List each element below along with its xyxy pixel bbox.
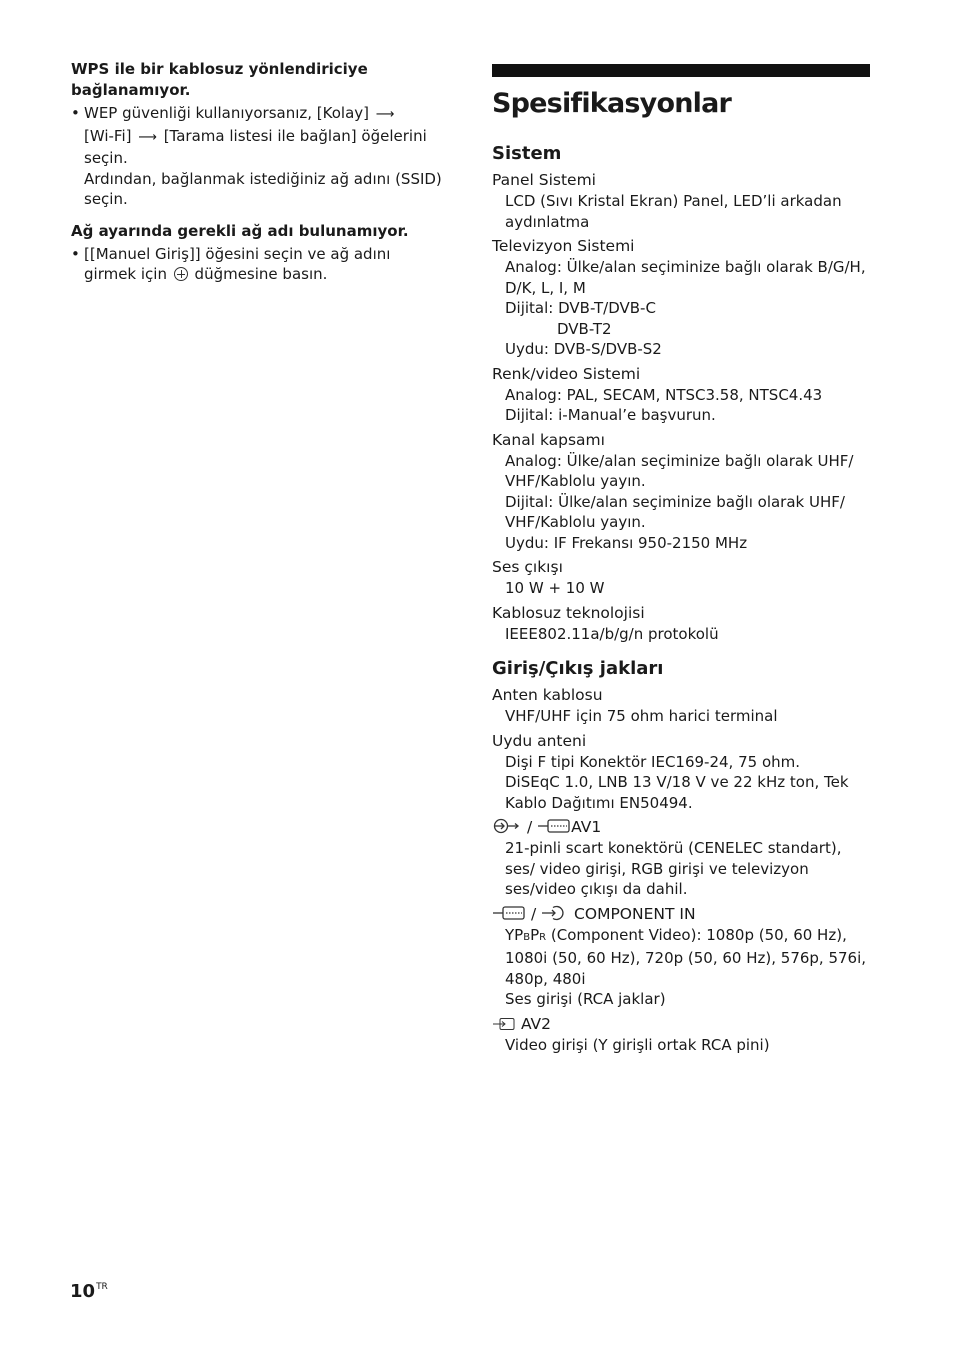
- spec-component: / COMPONENT IN YPBPR (Component Video): 1080p (50, 60 Hz), 1080i (50, 60 Hz), 720p (50, 60 Hz), 576p, 576i, 480p, 480i Ses girişi (RCA jaklar): [492, 904, 870, 1010]
- page-title: Spesifikasyonlar: [492, 88, 732, 119]
- spec-av1: / AV1 21-pinli scart konektörü (CENELEC standart), ses/ video girişi, RGB girişi ve televizyon ses/video çıkışı da dahil.: [492, 817, 870, 900]
- arrow-icon: ⟶: [138, 129, 157, 145]
- question-title-wps: WPS ile bir kablosuz yönlendiriciye bağlanamıyor.: [71, 60, 368, 99]
- enter-button-icon: [174, 267, 188, 281]
- spec-antenna: Anten kablosu VHF/UHF için 75 ohm harici terminal: [492, 686, 778, 725]
- answer-network: • [[Manuel Giriş]] öğesini seçin ve ağ adını girmek için düğmesine basın.: [71, 244, 391, 283]
- section-title-io: Giriş/Çıkış jakları: [492, 658, 664, 679]
- troubleshooting-column: [71, 59, 446, 296]
- bullet-dot: •: [71, 104, 80, 122]
- section-title-sistem: Sistem: [492, 143, 562, 164]
- spec-channel: Kanal kapsamı Analog: Ülke/alan seçiminize bağlı olarak UHF/ VHF/Kablolu yayın. Dijital: Ülke/alan seçiminize bağlı olarak UHF/ VHF/Kablolu yayın. Uydu: IF Frekansı 950-2150 MHz: [492, 430, 854, 552]
- question-title-network: Ağ ayarında gerekli ağ adı bulunamıyor.: [71, 221, 409, 240]
- input-icon: [492, 1017, 516, 1031]
- spec-color-system: Renk/video Sistemi Analog: PAL, SECAM, NTSC3.58, NTSC4.43 Dijital: i-Manual’e başvurun.: [492, 364, 823, 424]
- scart-icon: [492, 905, 526, 921]
- answer-wps: • WEP güvenliği kullanıyorsanız, [Kolay] ⟶ [Wi-Fi] ⟶ [Tarama listesi ile bağlan] öğelerini seçin. Ardından, bağlanmak istediğiniz ağ adını (SSID) seçin.: [71, 104, 442, 208]
- spec-tv-system: Televizyon Sistemi Analog: Ülke/alan seçiminize bağlı olarak B/G/H, D/K, L, I, M Dijital: DVB-T/DVB-C DVB-T2 Uydu: DVB-S/DVB-S2: [492, 237, 866, 358]
- title-bar: [492, 64, 870, 77]
- input-output-icon: [492, 818, 522, 834]
- bullet-dot: •: [71, 244, 80, 263]
- spec-av2: AV2 Video girişi (Y girişli ortak RCA pini): [492, 1014, 870, 1056]
- spec-audio-out: Ses çıkışı 10 W + 10 W: [492, 558, 605, 597]
- page-number: $10^{TR}$: [70, 1281, 108, 1302]
- input-icon: [541, 905, 569, 921]
- spec-satellite: Uydu anteni Dişi F tipi Konektör IEC169-24, 75 ohm. DiSEqC 1.0, LNB 13 V/18 V ve 22 kHz ton, Tek Kablo Dağıtımı EN50494.: [492, 731, 849, 812]
- scart-icon: [537, 818, 571, 834]
- language-code: TR: [96, 1282, 108, 1292]
- spec-panel: Panel Sistemi LCD (Sıvı Kristal Ekran) Panel, LED’li arkadan aydınlatma: [492, 171, 842, 231]
- spec-wireless: Kablosuz teknolojisi IEEE802.11a/b/g/n protokolü: [492, 603, 719, 643]
- specifications-column: [492, 64, 870, 1059]
- arrow-icon: ⟶: [375, 107, 395, 122]
